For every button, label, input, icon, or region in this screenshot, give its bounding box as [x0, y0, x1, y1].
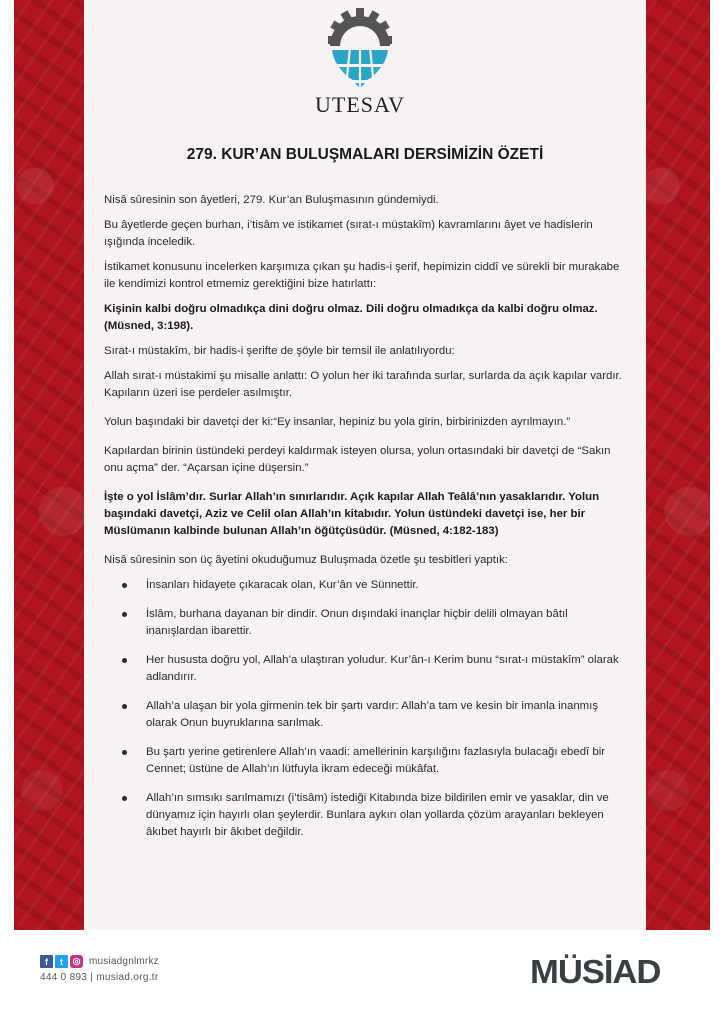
paragraph: Nisâ sûresinin son üç âyetini okuduğumuz Buluşmada özetle şu tesbitleri yaptık:	[104, 554, 508, 566]
facebook-icon[interactable]: f	[40, 955, 53, 968]
utesav-logo-text: UTESAV	[315, 92, 405, 117]
paragraph: Allah sırat-ı müstakimi şu misalle anlattı: O yolun her iki tarafında surlar, surlarda da açık kapılar vardır. Kapıların üzeri ise perdeler asılmıştır.	[104, 370, 622, 399]
social-links	[40, 955, 159, 968]
paragraph: İstikamet konusunu incelerken karşımıza çıkan şu hadis-i şerif, hepimizin ciddî ve sürekli bir murakabe ile kendimizi kontrol etmemiz gerektiğini bize hatırlattı:	[104, 261, 620, 290]
twitter-icon[interactable]: t	[55, 955, 68, 968]
footer-contact	[40, 955, 159, 983]
list-item	[104, 744, 624, 778]
list-item-text: İslâm, burhana dayanan bir dindir. Onun dışındaki inançlar hiçbir delili olmayan bâtıl inanışlardan ibarettir.	[146, 608, 568, 637]
bullet-icon	[122, 704, 127, 709]
utesav-logo	[310, 6, 410, 118]
list-item	[104, 652, 624, 686]
gear-globe-icon	[310, 6, 410, 90]
document-body	[104, 192, 624, 853]
contact-line[interactable]: 444 0 893 | musiad.org.tr	[40, 972, 159, 983]
list-item	[104, 790, 624, 841]
list-item	[104, 606, 624, 640]
paragraph: Kapılardan birinin üstündeki perdeyi kaldırmak isteyen olursa, yolun ortasındaki bir davetçi de “Sakın onu açma” der. “Açarsan içine düşersin.”	[104, 445, 611, 474]
list-item-text: İnsanları hidayete çıkaracak olan, Kur’ân ve Sünnettir.	[146, 579, 419, 591]
paragraph: Yolun başındaki bir davetçi der ki:“Ey insanlar, hepiniz bu yola girin, birbirinizden ayrılmayın.”	[104, 416, 571, 428]
decorative-band-right	[640, 0, 710, 930]
paragraph: Bu âyetlerde geçen burhan, i’tisâm ve istikamet (sırat-ı müstakîm) kavramlarını âyet ve hadislerin ışığında inceledik.	[104, 219, 593, 248]
list-item	[104, 698, 624, 732]
paragraph: Nisâ sûresinin son âyetleri, 279. Kur’an Buluşmasının gündemiydi.	[104, 194, 439, 206]
musiad-logo: MÜSİAD	[530, 953, 661, 990]
list-item-text: Her hususta doğru yol, Allah’a ulaştıran yoludur. Kur’ân-ı Kerim bunu “sırat-ı müstakîm” olarak adlandırır.	[146, 654, 619, 683]
instagram-icon[interactable]: ◎	[70, 955, 83, 968]
bullet-icon	[122, 583, 127, 588]
list-item	[104, 577, 624, 594]
hadith-quote: İşte o yol İslâm’dır. Surlar Allah’ın sınırlarıdır. Açık kapılar Allah Teâlâ’nın yasaklarıdır. Yolun başındaki davetçi, Aziz ve Celil olan Allah’ın kitabıdır. Yolun üstündeki davetçi ise, her bir Müslümanın kalbinde bulunan Allah’ın öğütçüsüdür. (Müsned, 4:182-183)	[104, 491, 600, 537]
list-item-text: Allah’ın sımsıkı sarılmamızı (i’tisâm) istediği Kitabında bize bildirilen emir ve yasaklar, din ve dünyamız için hayırlı olan şeylerdir. Bunlara aykırı olan yollarda çözüm arayanları bekleyen âkıbet hayırlı bir âkıbet değildir.	[146, 792, 609, 838]
list-item-text: Allah’a ulaşan bir yola girmenin tek bir şartı vardır: Allah’a tam ve kesin bir imanla inanmış olarak Onun buyruklarına sarılmak.	[146, 700, 599, 729]
page-title: 279. KUR’AN BULUŞMALARI DERSİMİZİN ÖZETİ	[186, 146, 544, 163]
bullet-icon	[122, 796, 127, 801]
social-handle[interactable]: musiadgnlmrkz	[89, 956, 159, 967]
decorative-band-left	[14, 0, 84, 930]
hadith-quote: Kişinin kalbi doğru olmadıkça dini doğru olmaz. Dili doğru olmadıkça da kalbi doğru olmaz. (Müsned, 3:198).	[104, 303, 598, 332]
bullet-icon	[122, 658, 127, 663]
paragraph: Sırat-ı müstakîm, bir hadis-i şerifte de şöyle bir temsil ile anlatılıyordu:	[104, 345, 455, 357]
list-item-text: Bu şartı yerine getirenlere Allah’ın vaadi: amellerinin karşılığını fazlasıyla bulacağı ebedî bir Cennet; üstüne de Allah’ın lütfuyla ikram edeceği mükâfat.	[146, 746, 606, 775]
bullet-icon	[122, 612, 127, 617]
summary-list	[104, 577, 624, 841]
bullet-icon	[122, 750, 127, 755]
